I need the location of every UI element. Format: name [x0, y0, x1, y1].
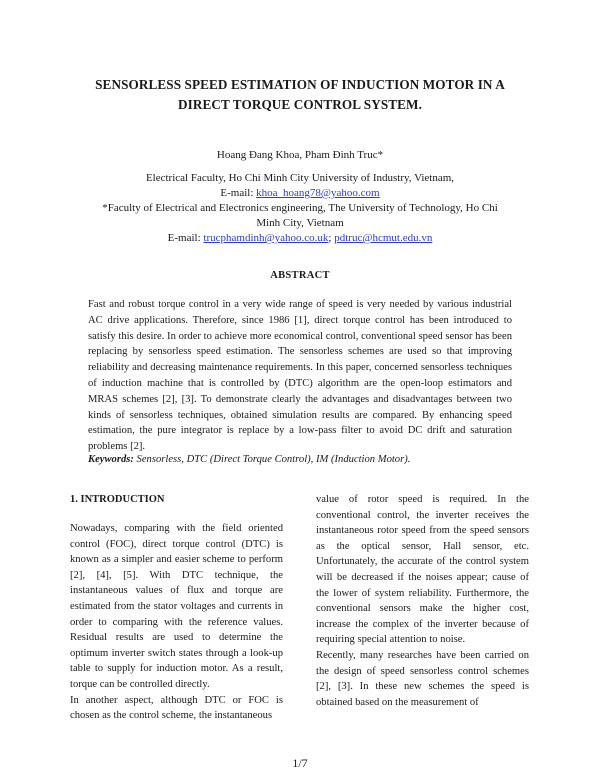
paper-title — [60, 75, 540, 115]
paragraph: Nowadays, comparing with the field oriented control (FOC), direct torque control (DTC) is known as a simpler and easier scheme to perform [2], [4], [5]. With DTC technique, the instantaneous values of flux and torque are estimated from the stator voltages and currents in order to comparing with the reference values. Residual results are used to determine the optimum inverter switch states through a look-up table to supply for induction motor. As a result, torque can be controlled directly. — [70, 523, 283, 690]
abstract-text: Fast and robust torque control in a very wide range of speed is very needed by various industrial AC drive applications. Therefore, since 1986 [1], direct torque control has been introduced to satisfy this desire. In order to achieve more economical control, conventional speed sensor has been replacing by sensorless speed estimation. The sensorless schemes are used so that improving reliability and decreasing maintenance requirements. In this paper, concerned sensorless techniques of induction machine that is controlled by (DTC) algorithm are the open-loop estimators and MRAS schemes [2], [3]. To demonstrate clearly the advantages and disadvantages between two kinds of sensorless techniques, obtained simulation results are compared. By enhancing speed estimation, the pure integrator is replace by a low-pass filter to avoid DC drift and saturation problems [2]. — [88, 299, 512, 453]
title-line-2: DIRECT TORQUE CONTROL SYSTEM. — [177, 97, 422, 112]
affiliations — [100, 171, 500, 246]
email-label-1: E-mail: — [220, 187, 257, 199]
email-line-2 — [100, 231, 500, 246]
keywords — [88, 452, 512, 467]
abstract-heading: ABSTRACT — [270, 270, 330, 281]
email-line-1 — [100, 186, 500, 201]
section-heading-introduction: 1. INTRODUCTION — [70, 494, 165, 505]
email-link-1[interactable]: khoa_hoang78@yahoo.com — [256, 187, 380, 199]
page-number: 1/7 — [292, 756, 308, 770]
affiliation-line-2: *Faculty of Electrical and Electronics engineering, The University of Technology, Ho Chi — [102, 202, 498, 214]
email-label-2: E-mail: — [167, 232, 204, 244]
affiliation-line-3: Minh City, Vietnam — [256, 217, 344, 229]
right-column — [316, 492, 529, 710]
paragraph: In another aspect, although DTC or FOC is chosen as the control scheme, the instantaneous — [70, 694, 283, 722]
paragraph: value of rotor speed is required. In the conventional control, the inverter receives the instantaneous rotor speed from the speed sensors as the optical sensor, Hall sensor, etc. Unfortunately, the accurate of the control system will be decreased if the noises appear; cause of the lower of system reliability. Furthermore, the conventional sensors make the higher cost, increase the complex of the inverter because of requiring special attention to noise. — [316, 494, 529, 646]
email-link-2a[interactable]: trucphamdinh@yahoo.co.uk — [203, 232, 329, 244]
email-link-2b[interactable]: pdtruc@hcmut.edu.vn — [334, 232, 433, 244]
affiliation-line-1: Electrical Faculty, Ho Chi Minh City University of Industry, Vietnam, — [145, 172, 455, 184]
keywords-text: Sensorless, DTC (Direct Torque Control), IM (Induction Motor). — [133, 454, 411, 465]
title-line-1: SENSORLESS SPEED ESTIMATION OF INDUCTION MOTOR IN A — [95, 77, 505, 92]
left-column — [70, 521, 283, 724]
paragraph: Recently, many researches have been carried on the design of speed sensorless control schemes [2], [3]. In these new schemes the speed is obtained based on the measurement of — [316, 649, 529, 708]
authors: Hoang Đang Khoa, Pham Đinh Truc* — [216, 149, 384, 161]
email-separator: ; — [328, 232, 335, 244]
keywords-label: Keywords: — [88, 454, 134, 465]
